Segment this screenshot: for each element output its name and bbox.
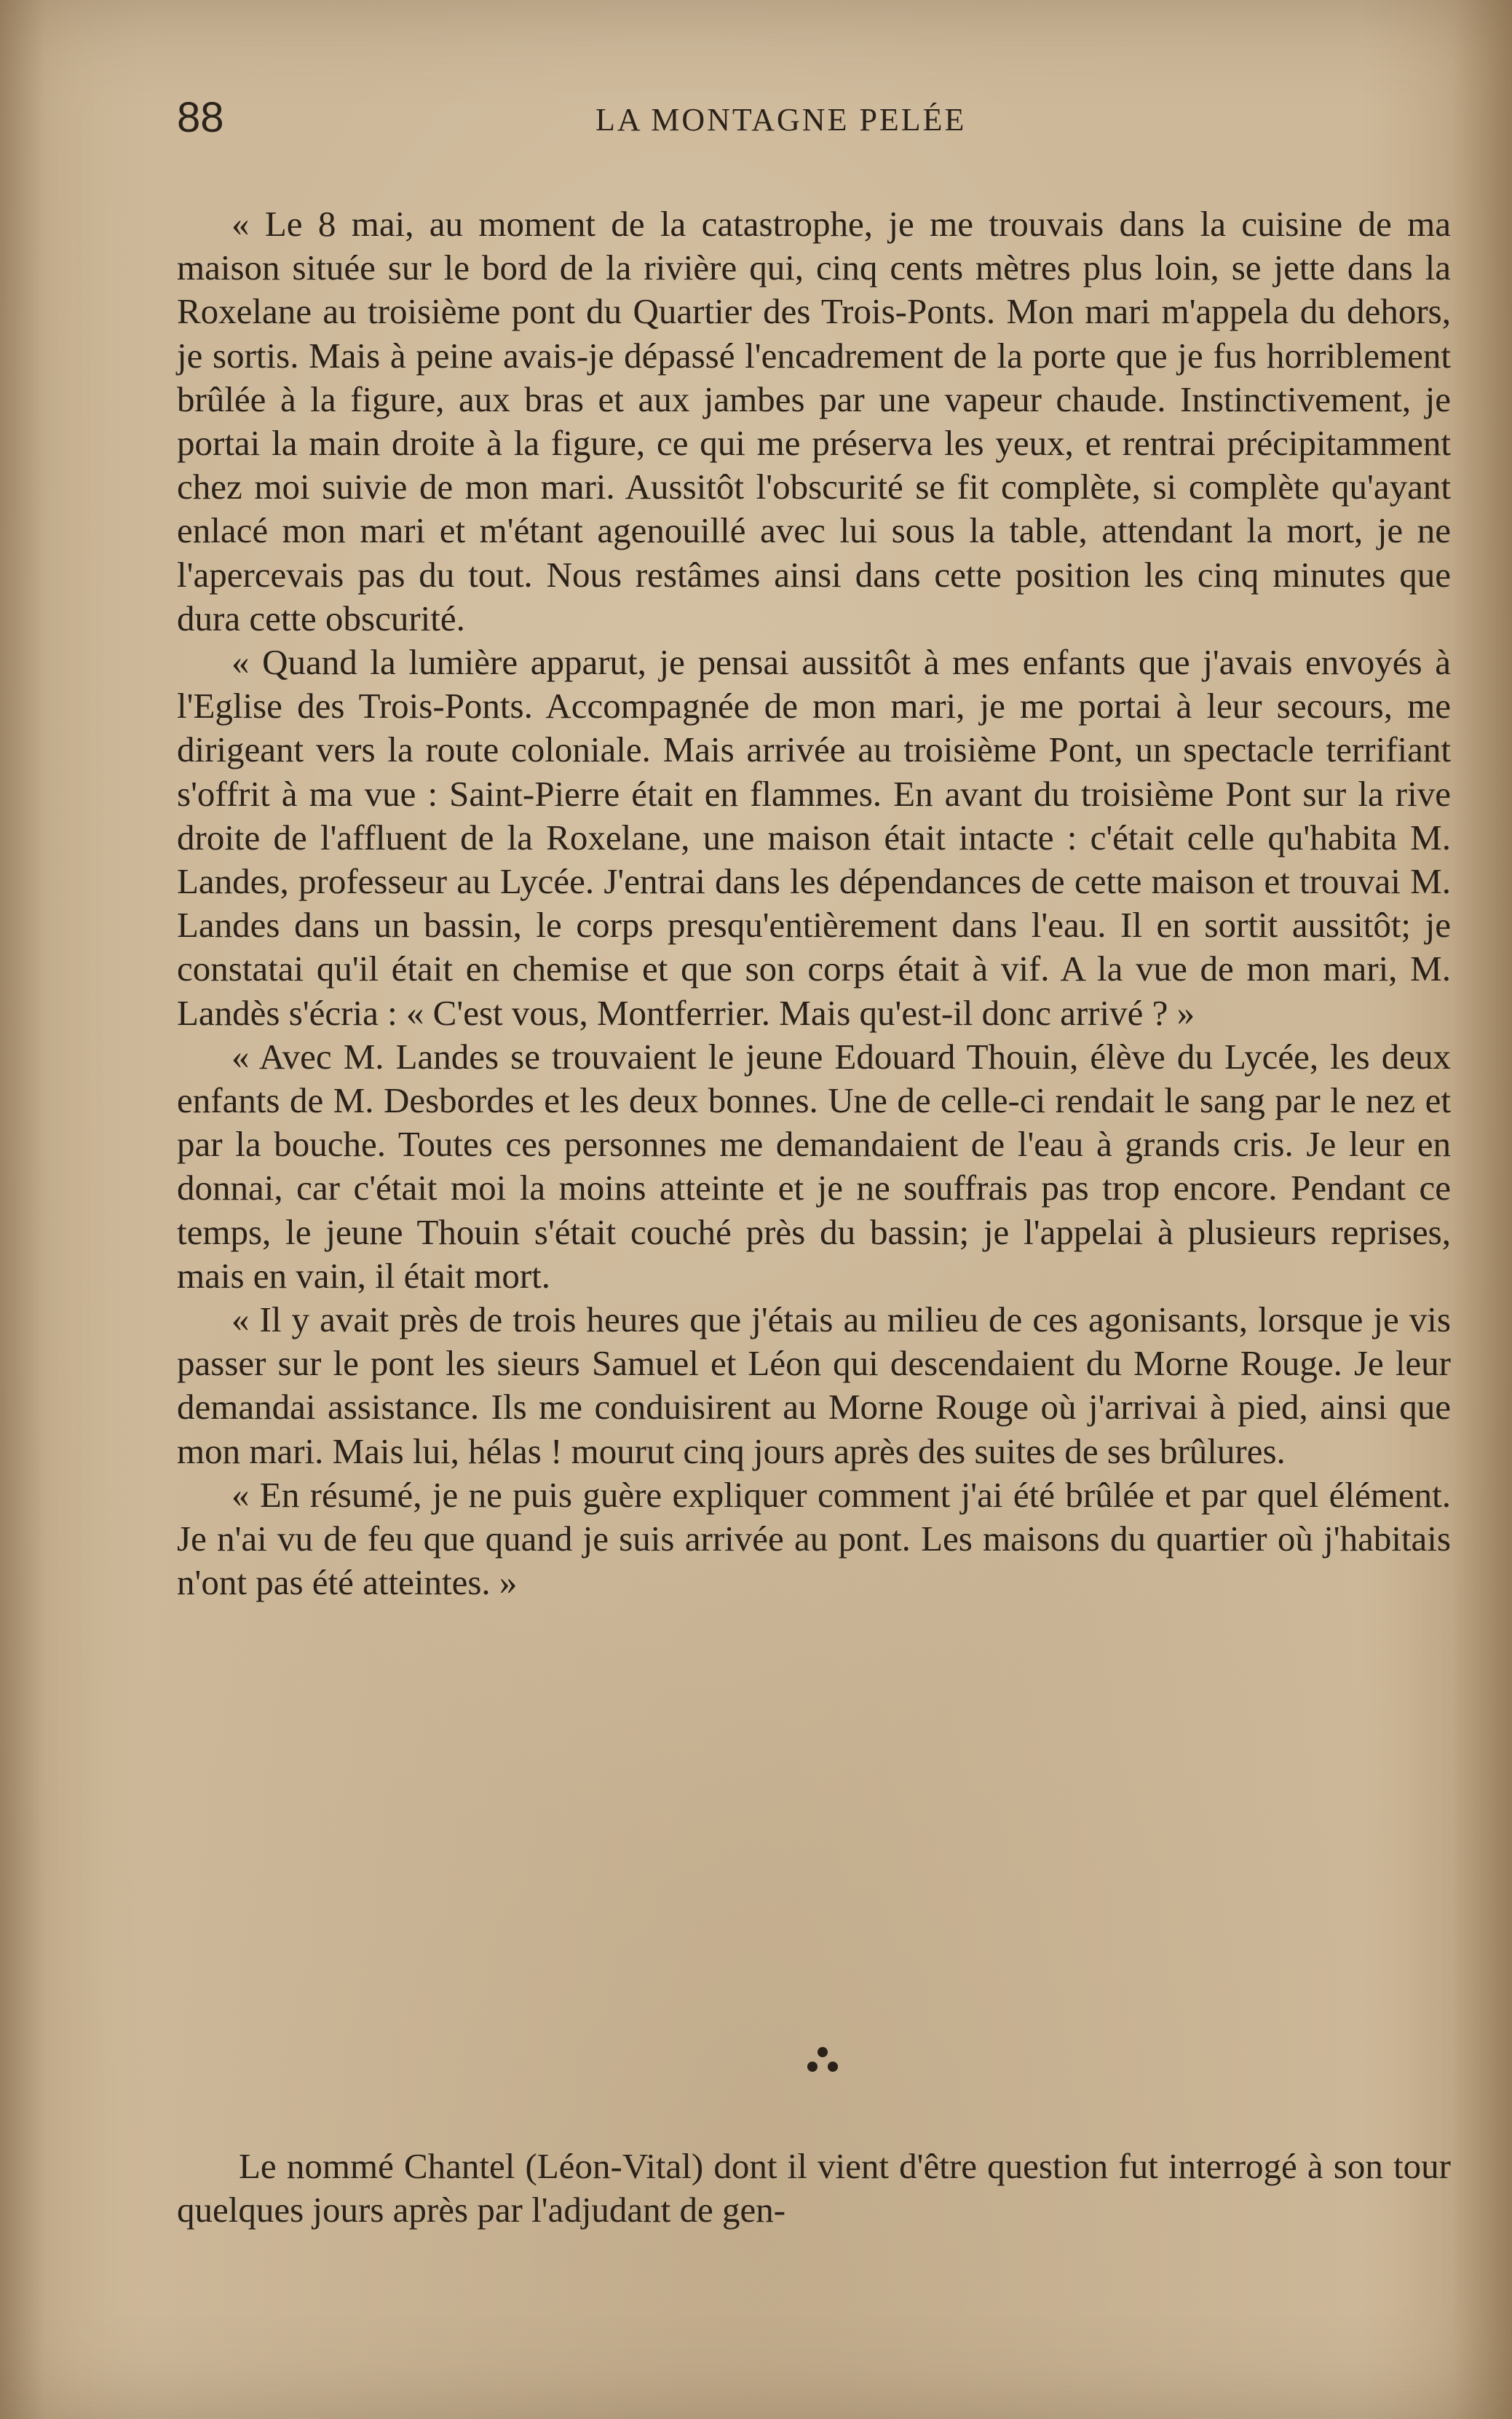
paragraph: « Quand la lumière apparut, je pensai aussitôt à mes enfants que j'avais envoyés à l'Eglise des Trois-Ponts. Accompagnée de mon mari, je me portai à leur secours, me dirigeant vers la route coloniale. Mais arrivée au troisième Pont, un spectacle terrifiant s'offrit à ma vue : Saint-Pierre était en flammes. En avant du troisième Pont sur la rive droite de l'affluent de la Roxelane, une maison était intacte : c'était celle qu'habita M. Landes, professeur au Lycée. J'entrai dans les dépendances de cette maison et trouvai M. Landes dans un bassin, le corps presqu'entièrement dans l'eau. Il en sortit aussitôt; je constatai qu'il était en chemise et que son corps était à vif. A la vue de mon mari, M. Landès s'écria : « C'est vous, Montferrier. Mais qu'est-il donc arrivé ? » <box>177 642 1451 1033</box>
paragraph: « En résumé, je ne puis guère expliquer comment j'ai été brûlée et par quel élément. Je n'ai vu de feu que quand je suis arrivée au pont. Les maisons du quartier où j'habitais n'ont pas été atteintes. » <box>177 1474 1451 1603</box>
paragraph: « Il y avait près de trois heures que j'étais au milieu de ces agonisants, lorsque je vis passer sur le pont les sieurs Samuel et Léon qui descendaient du Morne Rouge. Je leur demandai assistance. Ils me conduisirent au Morne Rouge où j'arrivai à pied, ainsi que mon mari. Mais lui, hélas ! mourut cinq jours après des suites de ses brûlures. <box>177 1299 1451 1471</box>
running-title: LA MONTAGNE PELÉE <box>595 102 967 138</box>
ornament-dot <box>818 2047 828 2057</box>
next-section-text <box>177 2145 1451 2232</box>
ornament-dot <box>828 2062 838 2072</box>
page-number: 88 <box>177 94 224 141</box>
page-header <box>177 89 1451 147</box>
section-separator-ornament <box>797 2044 848 2088</box>
paragraph: « Le 8 mai, au moment de la catastrophe, je me trouvais dans la cuisine de ma maison située sur le bord de la rivière qui, cinq cents mètres plus loin, se jette dans la Roxelane au troisième pont du Quartier des Trois-Ponts. Mon mari m'appela du dehors, je sortis. Mais à peine avais-je dépassé l'encadrement de la porte que je fus horriblement brûlée à la figure, aux bras et aux jambes par une vapeur chaude. Instinctivement, je portai la main droite à la figure, ce qui me préserva les yeux, et rentrai précipitamment chez moi suivie de mon mari. Aussitôt l'obscurité se fit complète, si complète qu'ayant enlacé mon mari et m'étant agenouillé avec lui sous la table, attendant la mort, je ne l'apercevais pas du tout. Nous restâmes ainsi dans cette position les cinq minutes que dura cette obscurité. <box>177 204 1451 638</box>
paragraph: Le nommé Chantel (Léon-Vital) dont il vient d'être question fut interrogé à son tour quelques jours après par l'adjudant de gen- <box>177 2146 1451 2230</box>
testimony-body <box>177 202 1451 1605</box>
paragraph: « Avec M. Landes se trouvaient le jeune Edouard Thouin, élève du Lycée, les deux enfants de M. Desbordes et les deux bonnes. Une de celle-ci rendait le sang par le nez et par la bouche. Toutes ces personnes me demandaient de l'eau à grands cris. Je leur en donnai, car c'était moi la moins atteinte et je ne souffrais pas trop encore. Pendant ce temps, le jeune Thouin s'était couché près du bassin; je l'appelai à plusieurs reprises, mais en vain, il était mort. <box>177 1036 1451 1296</box>
ornament-dot <box>807 2062 818 2072</box>
